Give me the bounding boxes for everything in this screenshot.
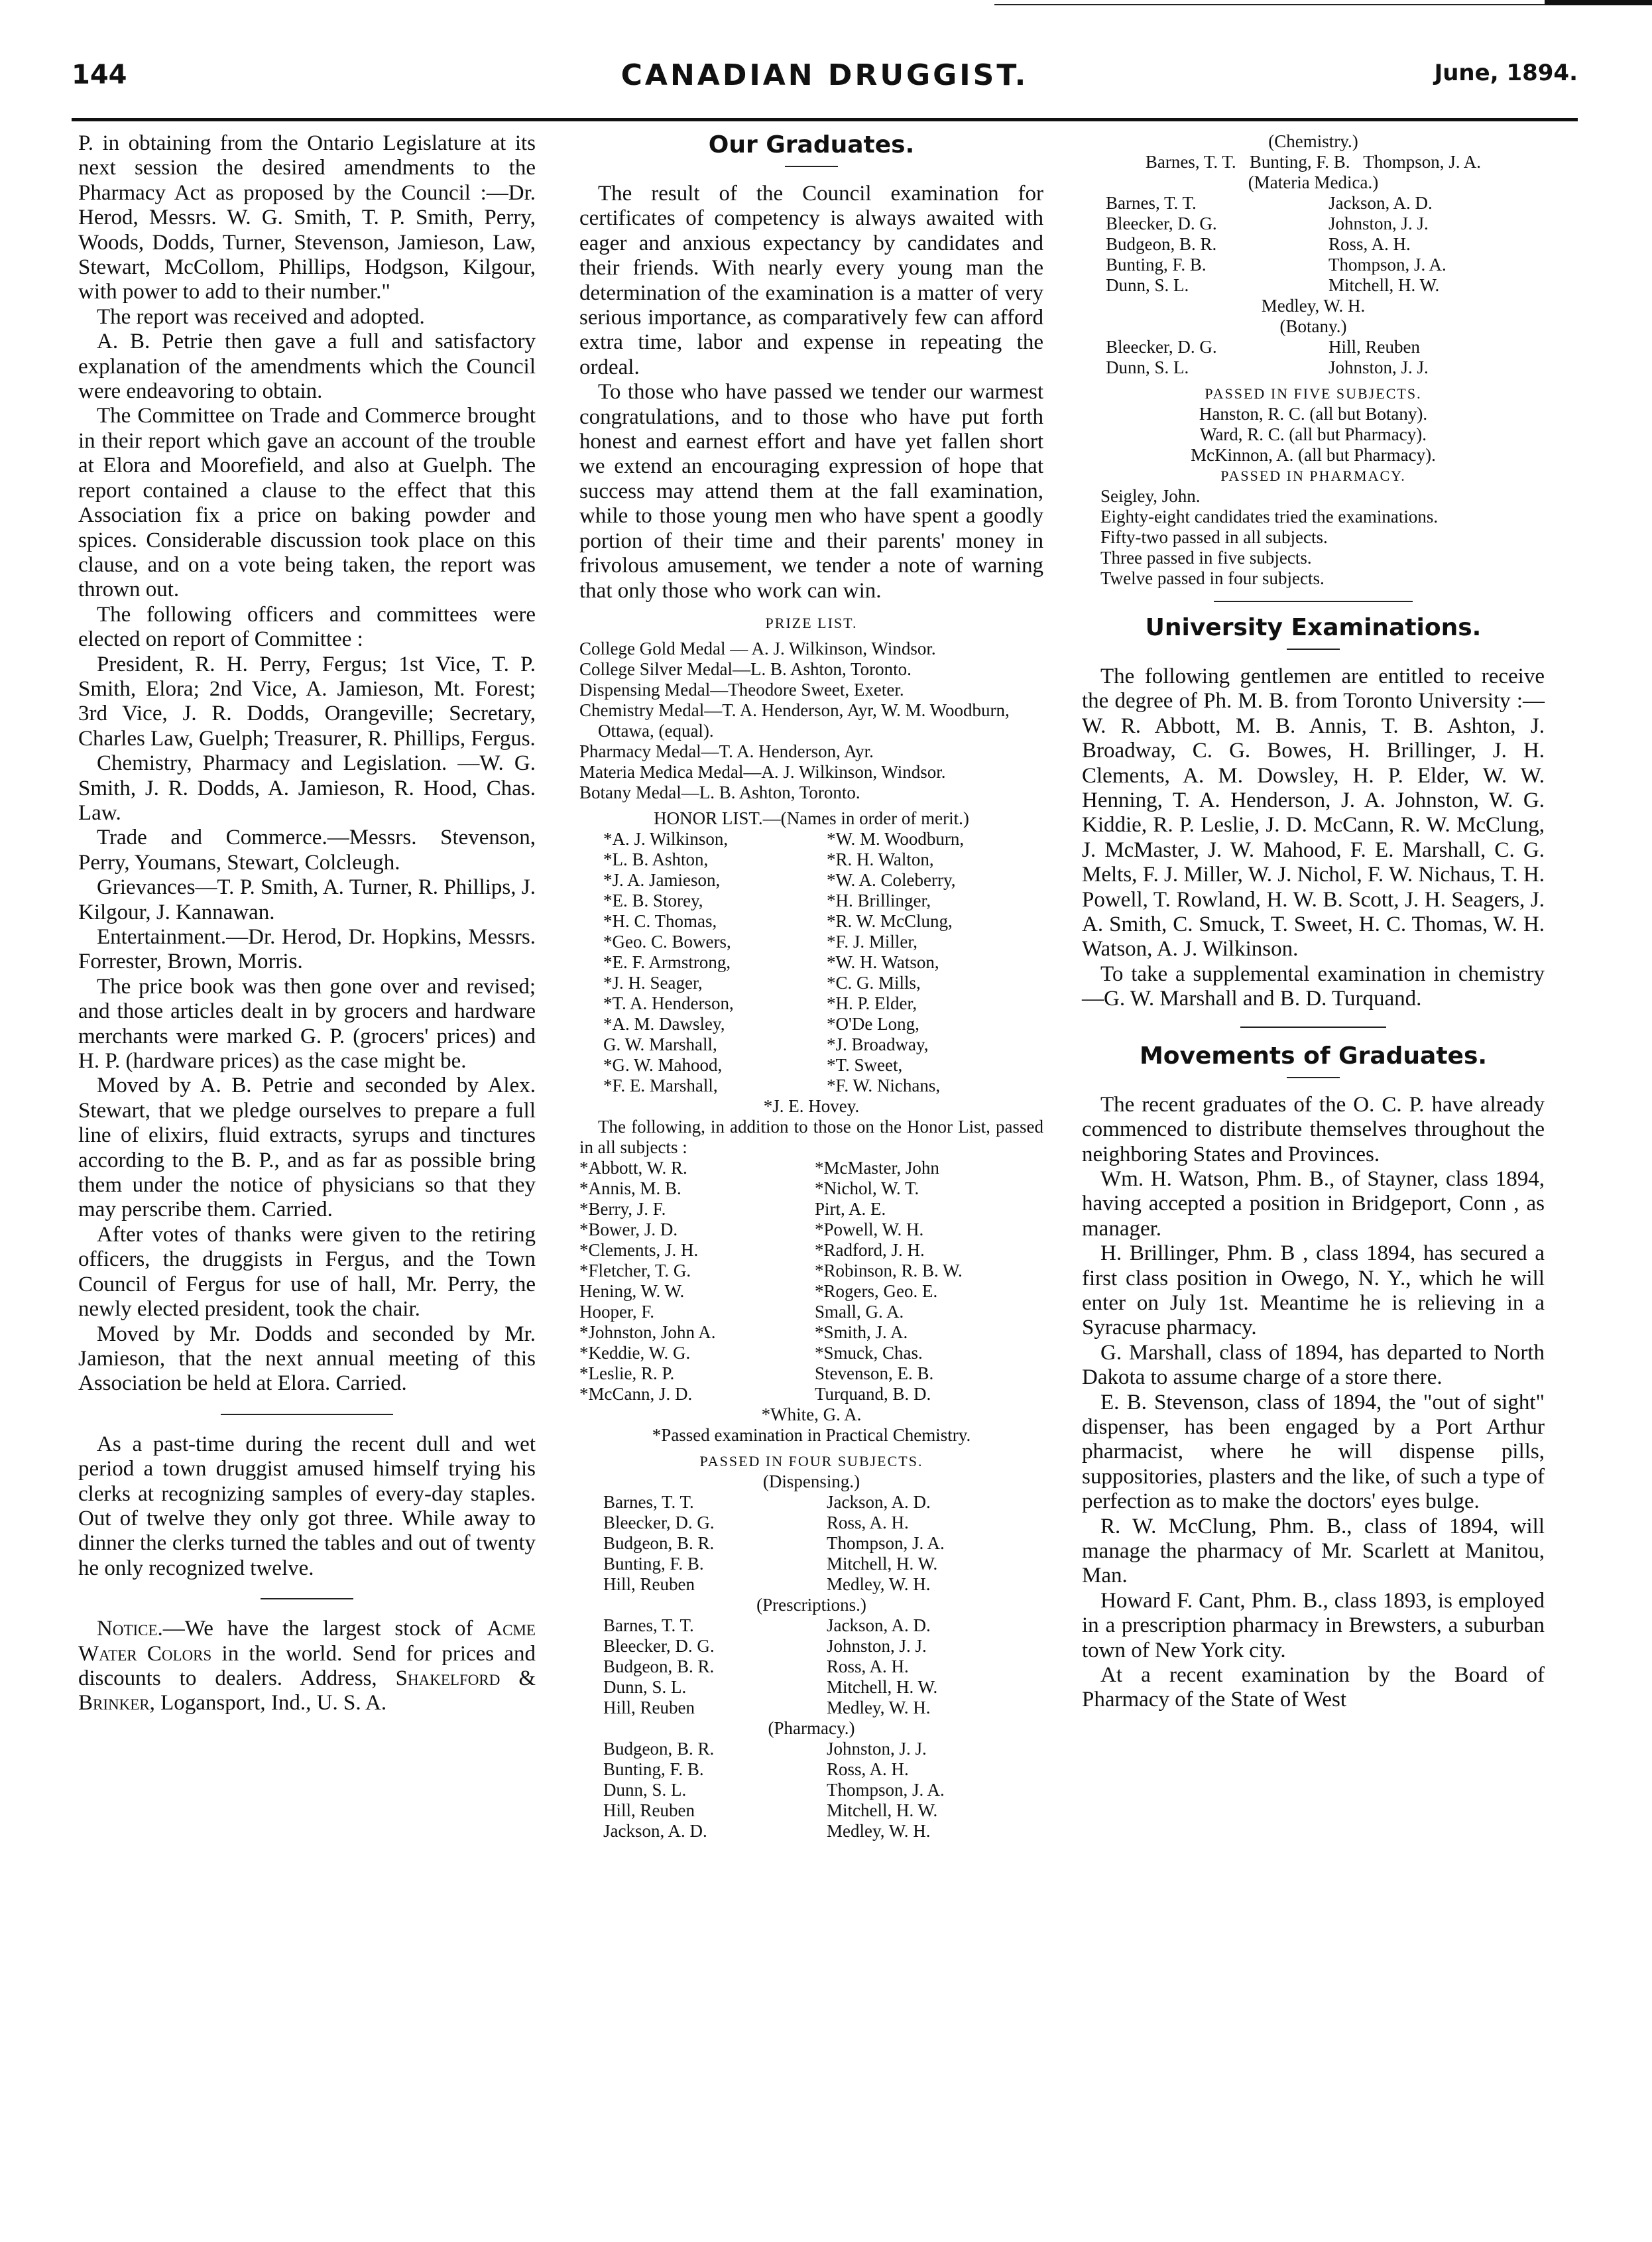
- list-item: *F. J. Miller,: [827, 931, 918, 952]
- list-item: Dunn, S. L.: [603, 1779, 687, 1800]
- list-item: Barnes, T. T.: [603, 1615, 694, 1635]
- list-item: Dunn, S. L.: [1106, 275, 1189, 295]
- list-item: Thompson, J. A.: [827, 1532, 945, 1553]
- list-item: *H. P. Elder,: [827, 993, 917, 1013]
- list-item: Stevenson, E. B.: [815, 1363, 934, 1383]
- column-middle: [579, 131, 1043, 1841]
- list-item: *J. E. Hovey.: [763, 1095, 860, 1116]
- notice-text: —We have the largest stock of: [162, 1617, 487, 1641]
- paragraph: Chemistry, Pharmacy and Legislation. —W. G. Smith, J. R. Dodds, A. Jamieson, R. Hood, Chas. Law.: [78, 751, 536, 825]
- list-item: Thompson, J. A.: [1328, 255, 1446, 275]
- list-item: *E. B. Storey,: [603, 890, 703, 910]
- title-rule: [1287, 1077, 1340, 1078]
- list-item: Johnston, J. J.: [827, 1738, 927, 1759]
- list-item: *E. F. Armstrong,: [603, 952, 731, 972]
- list-item: Hill, Reuben: [603, 1697, 695, 1717]
- honor-list: [579, 829, 1043, 1096]
- list-item: Ross, A. H.: [827, 1656, 909, 1676]
- list-item: *Fletcher, T. G.: [579, 1260, 691, 1280]
- list-item: Johnston, J. J.: [1328, 214, 1429, 233]
- list-item: *H. C. Thomas,: [603, 910, 717, 931]
- prize-item: College Silver Medal—L. B. Ashton, Toronto.: [579, 658, 912, 679]
- list-item: Jackson, A. D.: [603, 1820, 707, 1841]
- column-left: [78, 131, 536, 1716]
- list-item: *C. G. Mills,: [827, 972, 921, 993]
- paragraph: Trade and Commerce.—Messrs. Stevenson, Perry, Youmans, Stewart, Colcleugh.: [78, 826, 536, 875]
- list-item: Jackson, A. D.: [1328, 193, 1433, 213]
- botany-list: [1082, 337, 1545, 378]
- list-item: *Nichol, W. T.: [815, 1178, 919, 1198]
- paragraph: The following gentlemen are entitled to receive the degree of Ph. M. B. from Toronto University :—W. R. Abbott, M. B. Annis, T. B. Ashton, J. Broadway, C. G. Bowes, H. Brillinger, J. H. Clements, A. M. Dowsley, H. P. Elder, W. W. Henning, T. A. Henderson, J. A. Johnston, W. G. Kiddie, R. P. Leslie, J. D. McCann, R. W. McClung, J. McMaster, J. W. Mahood, F. E. Marshall, C. G. Melts, F. J. Miller, W. J. Nichol, F. W. Nichaus, T. H. Powell, T. Rowland, H. W. B. Scott, J. H. Seagers, J. A. Smith, C. Smuck, T. Sweet, H. C. Thomas, W. H. Watson, A. J. Wilkinson.: [1082, 664, 1545, 962]
- list-item: Mitchell, H. W.: [827, 1800, 938, 1820]
- paragraph: H. Brillinger, Phm. B , class 1894, has secured a first class position in Owego, N. Y., which he will enter on July 1st. Meantime he is relieving in a Syracuse pharmacy.: [1082, 1241, 1545, 1340]
- list-item: Ross, A. H.: [827, 1512, 909, 1532]
- paragraph: The result of the Council examination for certificates of competency is always awaited with eager and anxious expectancy by candidates and their friends. With nearly every young man the determination of the examination is a matter of very serious importance, as comparatively few can afford extra time, labor and expense in repeating the ordeal.: [579, 182, 1043, 379]
- list-item: *T. A. Henderson,: [603, 993, 734, 1013]
- list-item: *Powell, W. H.: [815, 1219, 924, 1239]
- list-item: Budgeon, B. R.: [603, 1656, 715, 1676]
- list-item: Mitchell, H. W.: [1328, 275, 1440, 295]
- list-item: *Clements, J. H.: [579, 1239, 699, 1260]
- list-item: *F. E. Marshall,: [603, 1075, 718, 1095]
- list-item: Hooper, F.: [579, 1301, 654, 1322]
- prize-item: Pharmacy Medal—T. A. Henderson, Ayr.: [579, 741, 874, 761]
- passed-all-list: [579, 1158, 1043, 1404]
- list-item: *Keddie, W. G.: [579, 1342, 691, 1363]
- list-item: *F. W. Nichans,: [827, 1075, 941, 1095]
- materia-medica-list: [1082, 193, 1545, 296]
- list-item: *H. Brillinger,: [827, 890, 931, 910]
- list-item: *W. A. Coleberry,: [827, 869, 956, 890]
- section-divider: [221, 1414, 393, 1415]
- section-title: Movements of Graduates.: [1139, 1042, 1488, 1070]
- list-item: *Geo. C. Bowers,: [603, 931, 731, 952]
- paragraph: After votes of thanks were given to the retiring officers, the druggists in Fergus, and the Town Council of Fergus for use of hall, Mr. Perry, the newly elected president, took the chair.: [78, 1222, 536, 1322]
- list-item: *W. H. Watson,: [827, 952, 939, 972]
- list-item: *Smuck, Chas.: [815, 1342, 923, 1363]
- page-number: 144: [72, 60, 127, 90]
- list-item: Mitchell, H. W.: [827, 1553, 938, 1574]
- paragraph: Moved by Mr. Dodds and seconded by Mr. Jamieson, that the next annual meeting of this Association be held at Elora. Carried.: [78, 1322, 536, 1396]
- list-item: Turquand, B. D.: [815, 1383, 931, 1404]
- list-item: Bunting, F. B.: [603, 1553, 704, 1574]
- section-title: Our Graduates.: [708, 131, 915, 158]
- list-item: *A. J. Wilkinson,: [603, 828, 729, 849]
- notice-paragraph: [78, 1617, 536, 1716]
- list-item: Johnston, J. J.: [827, 1635, 927, 1656]
- list-item: *L. B. Ashton,: [603, 849, 709, 869]
- list-item: Ross, A. H.: [1328, 234, 1411, 254]
- paragraph: At a recent examination by the Board of Pharmacy of the State of West: [1082, 1663, 1545, 1712]
- list-item: Seigley, John.: [1100, 486, 1201, 506]
- list-item: *Smith, J. A.: [815, 1322, 908, 1342]
- prize-list-heading: PRIZE LIST.: [765, 614, 858, 631]
- list-item: Dunn, S. L.: [1106, 357, 1189, 377]
- paragraph: A. B. Petrie then gave a full and satisfactory explanation of the amendments which the Council were endeavoring to obtain.: [78, 330, 536, 404]
- subject-heading: (Botany.): [1279, 316, 1347, 336]
- list-item: Hill, Reuben: [1328, 337, 1420, 357]
- list-item: Bleecker, D. G.: [603, 1635, 715, 1656]
- paragraph: The Committee on Trade and Commerce brought in their report which gave an account of the trouble at Elora and Moorefield, and also at Guelph. The report contained a clause to the effect that this Association fix a price on baking powder and spices. Considerable discussion took place on this clause, and on a vote being taken, the report was thrown out.: [78, 404, 536, 602]
- stat-line: Twelve passed in four subjects.: [1100, 568, 1325, 588]
- notice-text: in the world. Send for prices and discounts to dealers. Address,: [78, 1641, 536, 1690]
- section-title: University Examinations.: [1145, 614, 1482, 641]
- list-item: Budgeon, B. R.: [603, 1532, 715, 1553]
- notice-product: Acme Water Colors: [78, 1617, 536, 1666]
- list-item: *McCann, J. D.: [579, 1383, 693, 1404]
- list-item: *O'De Long,: [827, 1013, 919, 1034]
- list-item: Barnes, T. T.: [1106, 193, 1197, 213]
- paragraph: P. in obtaining from the Ontario Legislature at its next session the desired amendments to the Pharmacy Act as proposed by the Council :—Dr. Herod, Messrs. W. G. Smith, T. P. Smith, Perry, Woods, Dodds, Turner, Stevenson, Jamieson, Law, Stewart, McCollom, Phillips, Hodgson, Kilgour, with power to add to their number.": [78, 131, 536, 304]
- list-item: Medley, W. H.: [827, 1820, 931, 1841]
- stat-line: Three passed in five subjects.: [1100, 548, 1312, 568]
- list-item: Hill, Reuben: [603, 1574, 695, 1594]
- list-item: Bleecker, D. G.: [603, 1512, 715, 1532]
- paragraph: G. Marshall, class of 1894, has departed to North Dakota to assume charge of a store there.: [1082, 1340, 1545, 1390]
- list-item: Jackson, A. D.: [827, 1615, 931, 1635]
- list-item: *Robinson, R. B. W.: [815, 1260, 963, 1280]
- section-divider: [1214, 601, 1413, 602]
- list-item: Mitchell, H. W.: [827, 1676, 938, 1697]
- list-item: *Bower, J. D.: [579, 1219, 678, 1239]
- column-right: [1082, 131, 1545, 1713]
- paragraph: The report was received and adopted.: [97, 304, 425, 329]
- list-item: *Radford, J. H.: [815, 1239, 925, 1260]
- list-item: Budgeon, B. R.: [1106, 234, 1217, 254]
- list-item: Jackson, A. D.: [827, 1491, 931, 1512]
- paragraph: The recent graduates of the O. C. P. have already commenced to distribute themselves throughout the neighboring States and Provinces.: [1082, 1092, 1545, 1166]
- list-item: *J. Broadway,: [827, 1034, 929, 1054]
- journal-title: CANADIAN DRUGGIST.: [620, 58, 1029, 92]
- list-item: Medley, W. H.: [827, 1697, 931, 1717]
- list-item: *R. H. Walton,: [827, 849, 934, 869]
- list-item: Hening, W. W.: [579, 1280, 685, 1301]
- list-item: Ross, A. H.: [827, 1759, 909, 1779]
- notice-text: , Logansport, Ind., U. S. A.: [149, 1691, 387, 1715]
- subject-heading: (Dispensing.): [762, 1471, 860, 1491]
- list-item: Hanston, R. C. (all but Botany).: [1199, 404, 1428, 424]
- list-item: Thompson, J. A.: [827, 1779, 945, 1800]
- issue-date: June, 1894.: [1434, 60, 1578, 86]
- list-item: Bunting, F. B.: [1106, 255, 1207, 275]
- list-item: Bleecker, D. G.: [1106, 214, 1217, 233]
- list-item: *R. W. McClung,: [827, 910, 953, 931]
- in-pharmacy-heading: PASSED IN PHARMACY.: [1220, 467, 1406, 484]
- paragraph: Entertainment.—Dr. Herod, Dr. Hopkins, Messrs. Forrester, Brown, Morris.: [78, 925, 536, 974]
- paragraph: The following officers and committees were elected on report of Committee :: [78, 602, 536, 652]
- paragraph: To take a supplemental examination in chemistry—G. W. Marshall and B. D. Turquand.: [1082, 962, 1545, 1011]
- list-item: *J. A. Jamieson,: [603, 869, 721, 890]
- list-item: Ward, R. C. (all but Pharmacy).: [1200, 424, 1427, 444]
- subject-heading: (Chemistry.): [1268, 131, 1358, 151]
- top-corner-rule: [1545, 0, 1652, 5]
- section-divider: [1240, 1027, 1386, 1028]
- subject-heading: (Materia Medica.): [1248, 172, 1379, 192]
- list-item: Medley, W. H.: [827, 1574, 931, 1594]
- prescriptions-list: [579, 1615, 1043, 1718]
- list-item: Bunting, F. B.: [603, 1759, 704, 1779]
- honor-list-heading: HONOR LIST.—(Names in order of merit.): [654, 808, 969, 828]
- prize-item: Dispensing Medal—Theodore Sweet, Exeter.: [579, 679, 904, 700]
- list-item: Small, G. A.: [815, 1301, 904, 1322]
- list-item: Medley, W. H.: [1261, 296, 1366, 316]
- footnote: *Passed examination in Practical Chemistry.: [652, 1424, 971, 1445]
- paragraph: Wm. H. Watson, Phm. B., of Stayner, class 1894, having accepted a position in Bridgeport, Conn , as manager.: [1082, 1166, 1545, 1241]
- list-item: *T. Sweet,: [827, 1054, 903, 1075]
- list-item: *J. H. Seager,: [603, 972, 703, 993]
- list-item: McKinnon, A. (all but Pharmacy).: [1191, 445, 1436, 465]
- list-item: *Rogers, Geo. E.: [815, 1280, 938, 1301]
- paragraph: Howard F. Cant, Phm. B., class 1893, is employed in a prescription pharmacy in Brewsters, a suburban town of New York city.: [1082, 1588, 1545, 1662]
- list-item: *W. M. Woodburn,: [827, 828, 965, 849]
- list-item: *White, G. A.: [761, 1404, 862, 1424]
- prize-item: Chemistry Medal—T. A. Henderson, Ayr, W. M. Woodburn, Ottawa, (equal).: [579, 700, 1010, 741]
- paragraph: R. W. McClung, Phm. B., class of 1894, will manage the pharmacy of Mr. Scarlett at Manitou, Man.: [1082, 1514, 1545, 1588]
- prize-item: College Gold Medal — A. J. Wilkinson, Windsor.: [579, 638, 936, 658]
- list-item: *Abbott, W. R.: [579, 1157, 687, 1178]
- list-item: *McMaster, John: [815, 1157, 939, 1178]
- paragraph: As a past-time during the recent dull and wet period a town druggist amused himself trying his clerks at recognizing samples of every-day staples. Out of twelve they only got three. While away to dinner the clerks turned the tables and out of twenty he only recognized twelve.: [78, 1432, 536, 1580]
- stat-line: Fifty-two passed in all subjects.: [1100, 527, 1328, 547]
- four-subjects-heading: PASSED IN FOUR SUBJECTS.: [699, 1452, 923, 1469]
- five-subjects-heading: PASSED IN FIVE SUBJECTS.: [1205, 385, 1422, 402]
- section-divider: [261, 1598, 353, 1599]
- list-item: Bleecker, D. G.: [1106, 337, 1217, 357]
- prize-item: Materia Medica Medal—A. J. Wilkinson, Windsor.: [579, 761, 946, 782]
- subject-heading: (Pharmacy.): [768, 1717, 855, 1738]
- list-item: Barnes, T. T.: [603, 1491, 694, 1512]
- paragraph: Moved by A. B. Petrie and seconded by Alex. Stewart, that we pledge ourselves to prepare a full line of elixirs, fluid extracts, syrups and tinctures according to the B. P., and as far as possible bring them under the notice of physicians so that they may perscribe them. Carried.: [78, 1074, 536, 1222]
- list-item: *Berry, J. F.: [579, 1198, 666, 1219]
- list-item: *A. M. Dawsley,: [603, 1013, 725, 1034]
- list-item: *Johnston, John A.: [579, 1322, 716, 1342]
- list-item: *Annis, M. B.: [579, 1178, 681, 1198]
- list-item: Budgeon, B. R.: [603, 1738, 715, 1759]
- paragraph: President, R. H. Perry, Fergus; 1st Vice, T. P. Smith, Elora; 2nd Vice, A. Jamieson, Mt. Forest; 3rd Vice, J. R. Dodds, Orangeville; Secretary, Charles Law, Guelph; Treasurer, R. Phillips, Fergus.: [78, 652, 536, 751]
- pharmacy-list: [579, 1739, 1043, 1841]
- notice-company: Shakelford & Brinker: [78, 1666, 536, 1715]
- dispensing-list: [579, 1492, 1043, 1595]
- list-item: Johnston, J. J.: [1328, 357, 1429, 377]
- paragraph: The following, in addition to those on the Honor List, passed in all subjects :: [579, 1116, 1043, 1157]
- list-item: Pirt, A. E.: [815, 1198, 886, 1219]
- paragraph: Grievances—T. P. Smith, A. Turner, R. Phillips, J. Kilgour, J. Kannawan.: [78, 875, 536, 924]
- paragraph: E. B. Stevenson, class of 1894, the "out of sight" dispenser, has been engaged by a Port Arthur pharmacist, where he will dispense pills, suppositories, plasters and the like, of such a type of perfection as to make the doctors' eyes bulge.: [1082, 1390, 1545, 1514]
- title-rule: [785, 166, 838, 167]
- notice-lead: Notice.: [97, 1617, 163, 1641]
- prize-item: Botany Medal—L. B. Ashton, Toronto.: [579, 782, 860, 802]
- paragraph: The price book was then gone over and revised; and those articles dealt in by grocers and hardware merchants were marked G. P. (grocers' prices) and H. P. (hardware prices) as the case might be.: [78, 974, 536, 1074]
- list-item: *G. W. Mahood,: [603, 1054, 723, 1075]
- header-rule: [72, 118, 1578, 121]
- stat-line: Eighty-eight candidates tried the examinations.: [1100, 507, 1439, 527]
- list-item: Hill, Reuben: [603, 1800, 695, 1820]
- list-item: Dunn, S. L.: [603, 1676, 687, 1697]
- title-rule: [1287, 649, 1340, 650]
- page-header: [72, 53, 1578, 99]
- list-item: Barnes, T. T. Bunting, F. B. Thompson, J. A.: [1145, 152, 1482, 172]
- subject-heading: (Prescriptions.): [756, 1594, 866, 1615]
- list-item: G. W. Marshall,: [603, 1034, 717, 1054]
- list-item: *Leslie, R. P.: [579, 1363, 675, 1383]
- paragraph: To those who have passed we tender our warmest congratulations, and to those who have put forth honest and earnest effort and have yet fallen short we extend an encouraging expression of hope that success may attend them at the fall examination, while to those young men who have spent a goodly portion of their time and their parents' money in frivolous amusement, we tender a note of warning that only those who work can win.: [579, 380, 1043, 603]
